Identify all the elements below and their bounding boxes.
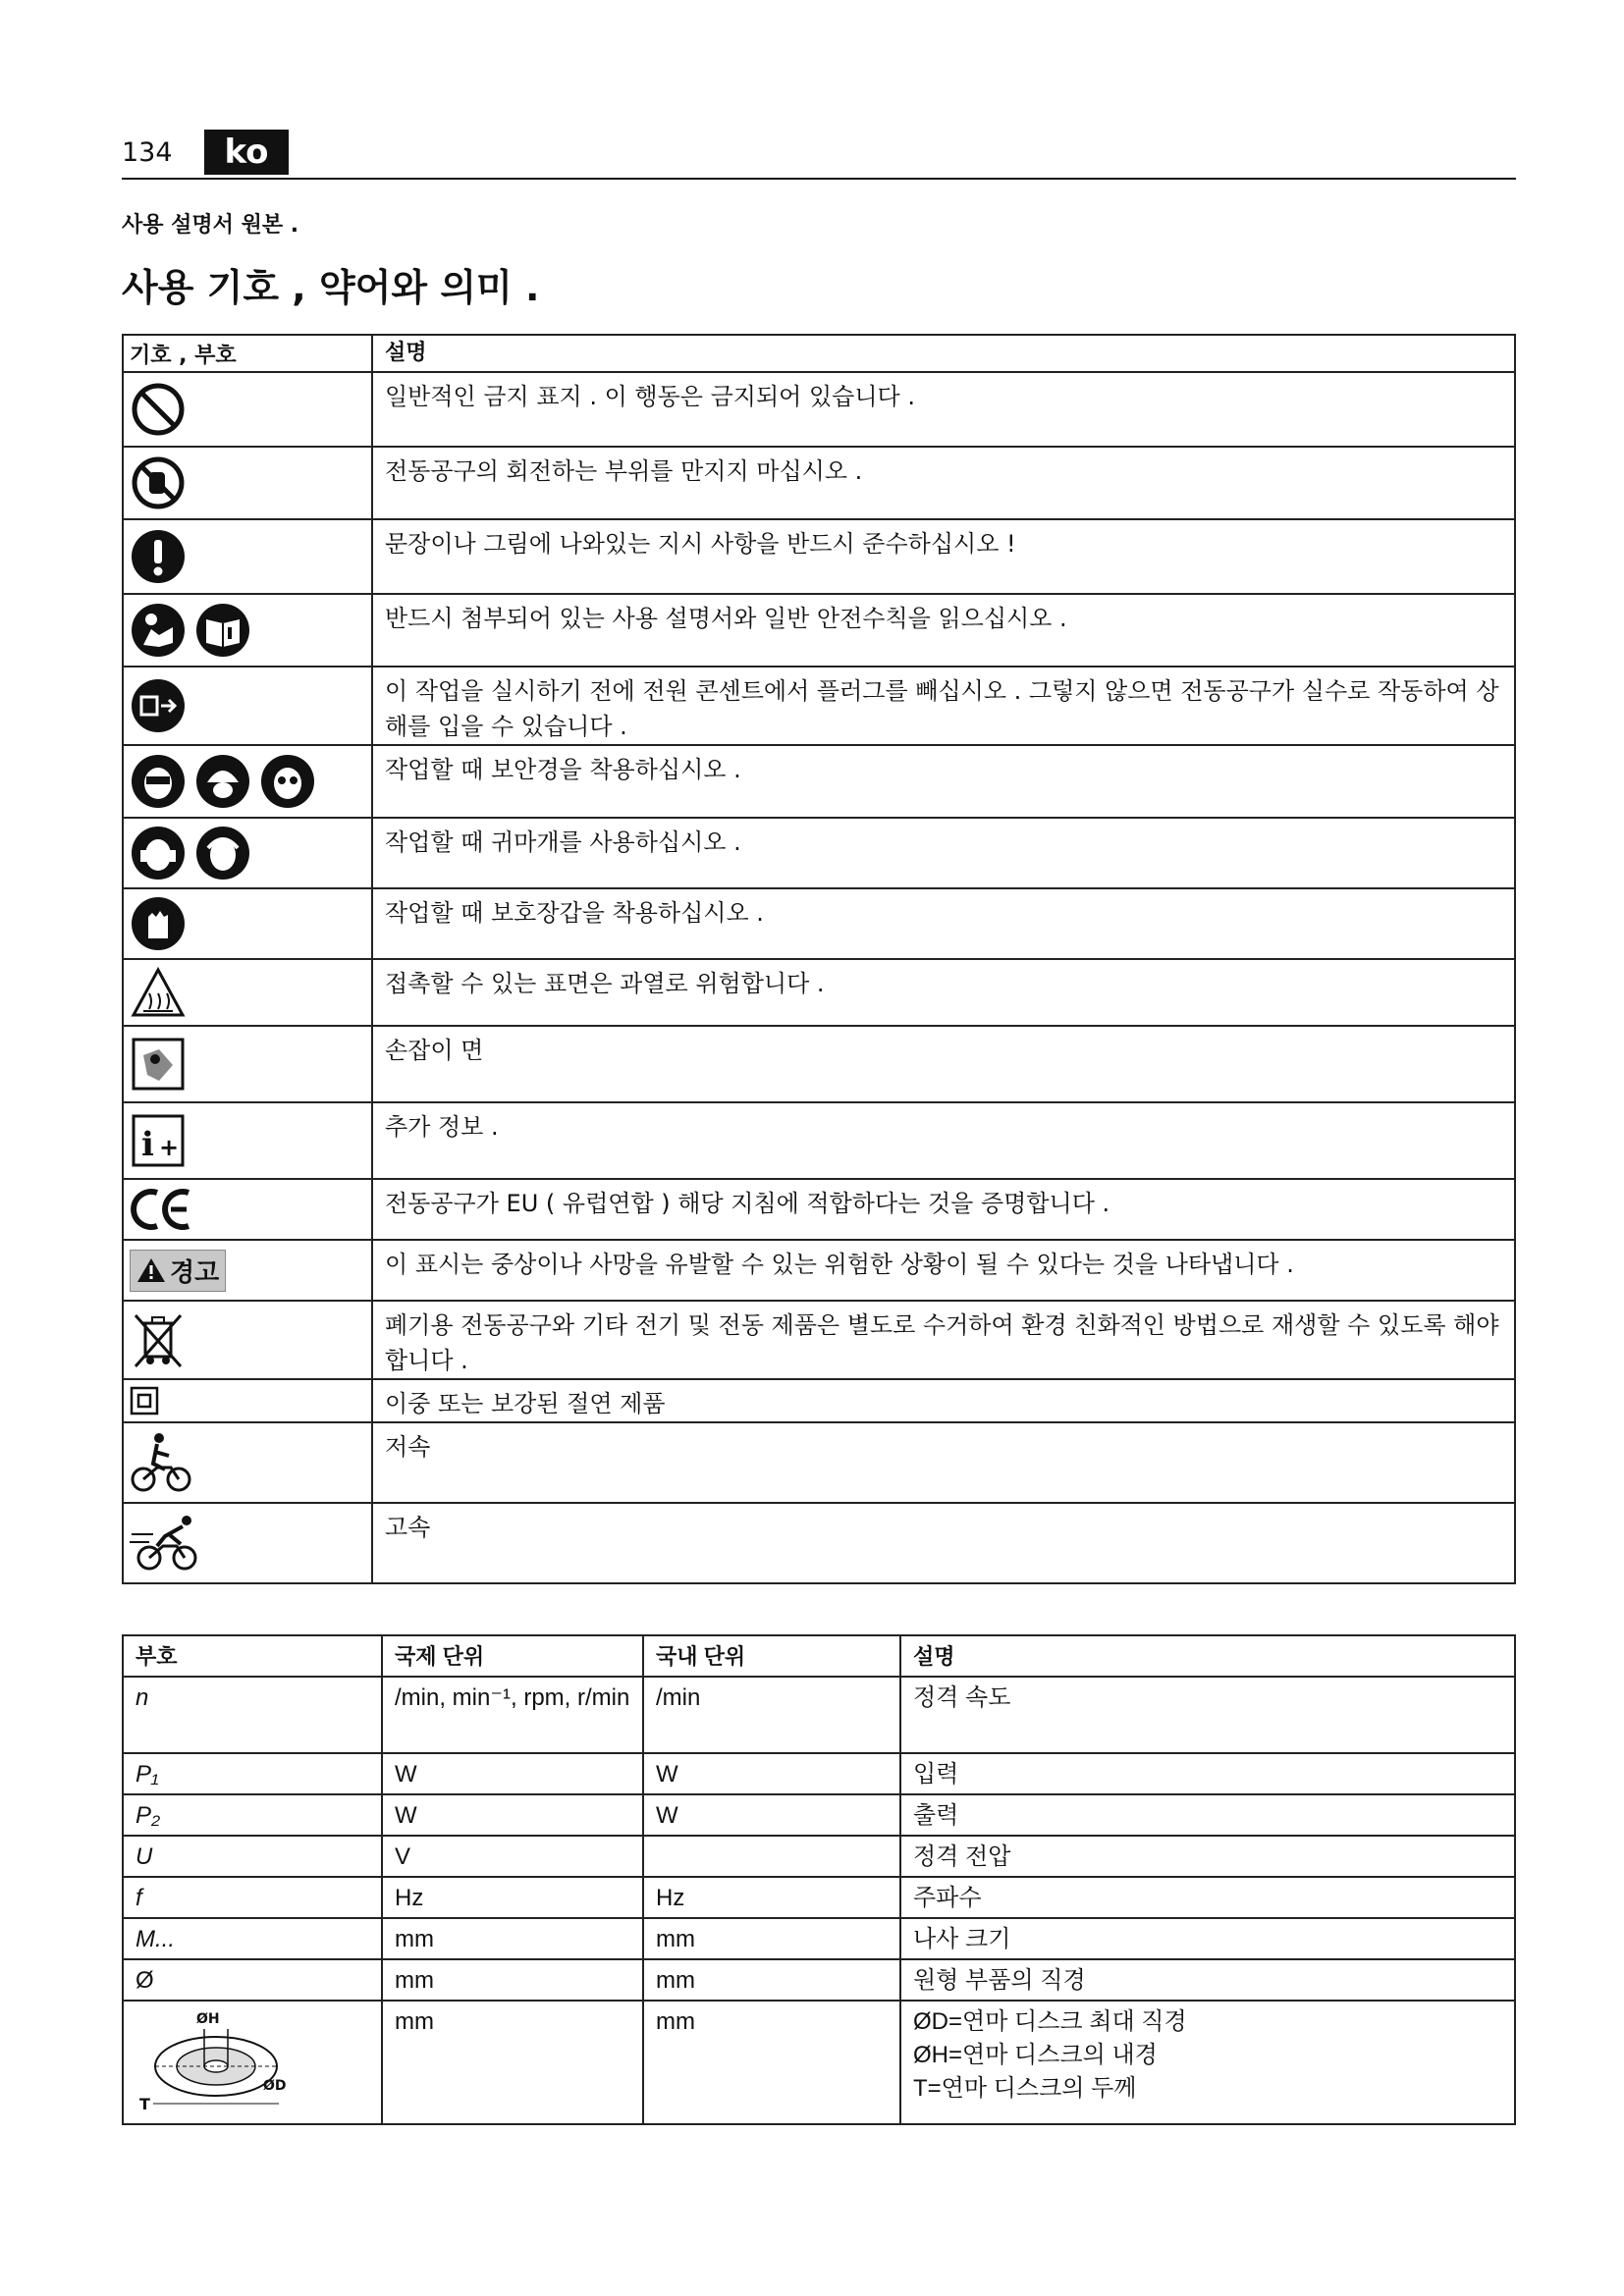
table-row <box>123 1503 1515 1583</box>
header-symbol: 기호 , 부호 <box>123 335 372 372</box>
table-row <box>123 1179 1515 1240</box>
low-speed-bicycle-icon <box>130 1430 194 1495</box>
symbol-description: 반드시 첨부되어 있는 사용 설명서와 일반 안전수칙을 읽으십시오 . <box>372 594 1515 667</box>
language-badge: ko <box>204 130 289 175</box>
symbol-description: 작업할 때 보안경을 착용하십시오 . <box>372 745 1515 818</box>
unit-description: 출력 <box>900 1794 1515 1836</box>
symbol-description: 폐기용 전동공구와 기타 전기 및 전동 제품은 별도로 수거하여 환경 친화적인 방법으로 재생할 수 있도록 해야 합니다 . <box>372 1301 1515 1379</box>
table-row <box>123 1794 1515 1836</box>
double-insulation-icon <box>130 1386 159 1415</box>
symbols-table <box>122 334 1516 1584</box>
svg-text:i: i <box>141 1125 154 1164</box>
disc-inner-diameter-desc: ØH=연마 디스크의 내경 <box>913 2042 1158 2068</box>
table-row <box>123 1877 1515 1918</box>
svg-text:+: + <box>159 1134 180 1161</box>
local-unit: mm <box>643 1918 900 1959</box>
mandatory-exclamation-icon <box>130 528 187 585</box>
table-row <box>123 1677 1515 1753</box>
table-row <box>123 1379 1515 1422</box>
symbol-description: 손잡이 면 <box>372 1026 1515 1102</box>
ear-muffs-icon <box>194 825 251 881</box>
symbol-description: 일반적인 금지 표지 . 이 행동은 금지되어 있습니다 . <box>372 372 1515 447</box>
symbol-description: 이중 또는 보강된 절연 제품 <box>372 1379 1515 1422</box>
table-row <box>123 1753 1515 1794</box>
table-row <box>123 959 1515 1026</box>
symbol-description: 작업할 때 귀마개를 사용하십시오 . <box>372 818 1515 888</box>
svg-text:ØD: ØD <box>263 2078 287 2094</box>
table-row <box>123 1240 1515 1301</box>
header-intl-unit: 국제 단위 <box>382 1635 643 1677</box>
header-rule <box>122 178 1516 180</box>
intl-unit: mm <box>382 1959 643 2001</box>
symbol-description: 추가 정보 . <box>372 1102 1515 1179</box>
high-speed-bicycle-icon <box>130 1513 204 1574</box>
intl-unit: W <box>382 1794 643 1836</box>
unit-symbol: P₂ <box>123 1794 382 1836</box>
local-unit: mm <box>643 2001 900 2124</box>
table-row <box>123 1422 1515 1503</box>
disc-thickness-desc: T=연마 디스크의 두께 <box>913 2075 1137 2102</box>
symbol-description: 이 작업을 실시하기 전에 전원 콘센트에서 플러그를 빼십시오 . 그렇지 않으면 전동공구가 실수로 작동하여 상해를 입을 수 있습니다 . <box>372 667 1515 745</box>
page-number: 134 <box>122 137 173 168</box>
table-row <box>123 1918 1515 1959</box>
unit-symbol: f <box>123 1877 382 1918</box>
symbol-description: 접촉할 수 있는 표면은 과열로 위험합니다 . <box>372 959 1515 1026</box>
table-row <box>123 1836 1515 1877</box>
prohibition-icon <box>130 381 187 438</box>
ce-mark-icon <box>130 1187 196 1232</box>
disc-diagram-icon <box>135 2005 302 2113</box>
symbol-description: 전동공구가 EU ( 유럽연합 ) 해당 지침에 적합하다는 것을 증명합니다 . <box>372 1179 1515 1240</box>
unit-symbol: M... <box>123 1918 382 1959</box>
warning-badge-icon <box>130 1250 226 1292</box>
local-unit <box>643 1836 900 1877</box>
hot-surface-icon <box>130 966 187 1019</box>
read-manual-icon <box>130 602 187 659</box>
unit-description: 나사 크기 <box>900 1918 1515 1959</box>
intl-unit: W <box>382 1753 643 1794</box>
table-row <box>123 519 1515 594</box>
unit-description: 주파수 <box>900 1877 1515 1918</box>
local-unit: W <box>643 1794 900 1836</box>
table-header-row <box>123 335 1515 372</box>
no-touch-rotating-icon <box>130 454 187 511</box>
unit-symbol: n <box>123 1677 382 1753</box>
svg-text:ØH: ØH <box>196 2011 220 2027</box>
symbol-description: 작업할 때 보호장갑을 착용하십시오 . <box>372 888 1515 959</box>
table-header-row <box>123 1635 1515 1677</box>
intl-unit: Hz <box>382 1877 643 1918</box>
unit-description: 원형 부품의 직경 <box>900 1959 1515 2001</box>
local-unit: Hz <box>643 1877 900 1918</box>
gloves-icon <box>130 895 187 952</box>
warning-badge-label: 경고 <box>170 1257 220 1288</box>
warning-triangle-icon <box>136 1257 166 1283</box>
unit-description: 입력 <box>900 1753 1515 1794</box>
helmet-icon <box>194 753 251 810</box>
symbol-description: 저속 <box>372 1422 1515 1503</box>
header-symbol: 부호 <box>123 1635 382 1677</box>
table-row <box>123 888 1515 959</box>
unit-symbol: U <box>123 1836 382 1877</box>
table-row <box>123 1959 1515 2001</box>
weee-bin-icon <box>130 1309 187 1370</box>
grip-surface-icon <box>130 1036 187 1093</box>
unit-description: 정격 전압 <box>900 1836 1515 1877</box>
symbol-description: 문장이나 그림에 나와있는 지시 사항을 반드시 준수하십시오 ! <box>372 519 1515 594</box>
additional-info-icon <box>130 1112 187 1169</box>
table-row <box>123 667 1515 745</box>
units-table <box>122 1634 1516 2125</box>
table-row <box>123 2001 1515 2124</box>
symbol-description: 고속 <box>372 1503 1515 1583</box>
unit-symbol: Ø <box>123 1959 382 2001</box>
intl-unit: mm <box>382 2001 643 2124</box>
unplug-icon <box>130 677 187 734</box>
svg-text:T: T <box>139 2095 150 2113</box>
info-book-icon <box>194 602 251 659</box>
page-title: 사용 기호 , 약어와 의미 . <box>122 266 540 309</box>
table-row <box>123 1301 1515 1379</box>
face-shield-icon <box>130 753 187 810</box>
intl-unit: /min, min⁻¹, rpm, r/min <box>382 1677 643 1753</box>
table-row <box>123 447 1515 519</box>
table-row <box>123 1102 1515 1179</box>
local-unit: mm <box>643 1959 900 2001</box>
table-row <box>123 594 1515 667</box>
unit-description: 정격 속도 <box>900 1677 1515 1753</box>
table-row <box>123 818 1515 888</box>
safety-goggles-icon <box>259 753 316 810</box>
ear-protection-icon <box>130 825 187 881</box>
table-row <box>123 372 1515 447</box>
document-label: 사용 설명서 원본 . <box>122 213 299 238</box>
header-description: 설명 <box>372 335 1515 372</box>
symbol-description: 전동공구의 회전하는 부위를 만지지 마십시오 . <box>372 447 1515 519</box>
table-row <box>123 1026 1515 1102</box>
intl-unit: V <box>382 1836 643 1877</box>
disc-max-diameter-desc: ØD=연마 디스크 최대 직경 <box>913 2008 1187 2035</box>
local-unit: W <box>643 1753 900 1794</box>
intl-unit: mm <box>382 1918 643 1959</box>
header-local-unit: 국내 단위 <box>643 1635 900 1677</box>
symbol-description: 이 표시는 중상이나 사망을 유발할 수 있는 위험한 상황이 될 수 있다는 것을 나타냅니다 . <box>372 1240 1515 1301</box>
unit-symbol: P₁ <box>123 1753 382 1794</box>
table-row <box>123 745 1515 818</box>
local-unit: /min <box>643 1677 900 1753</box>
header-description: 설명 <box>900 1635 1515 1677</box>
